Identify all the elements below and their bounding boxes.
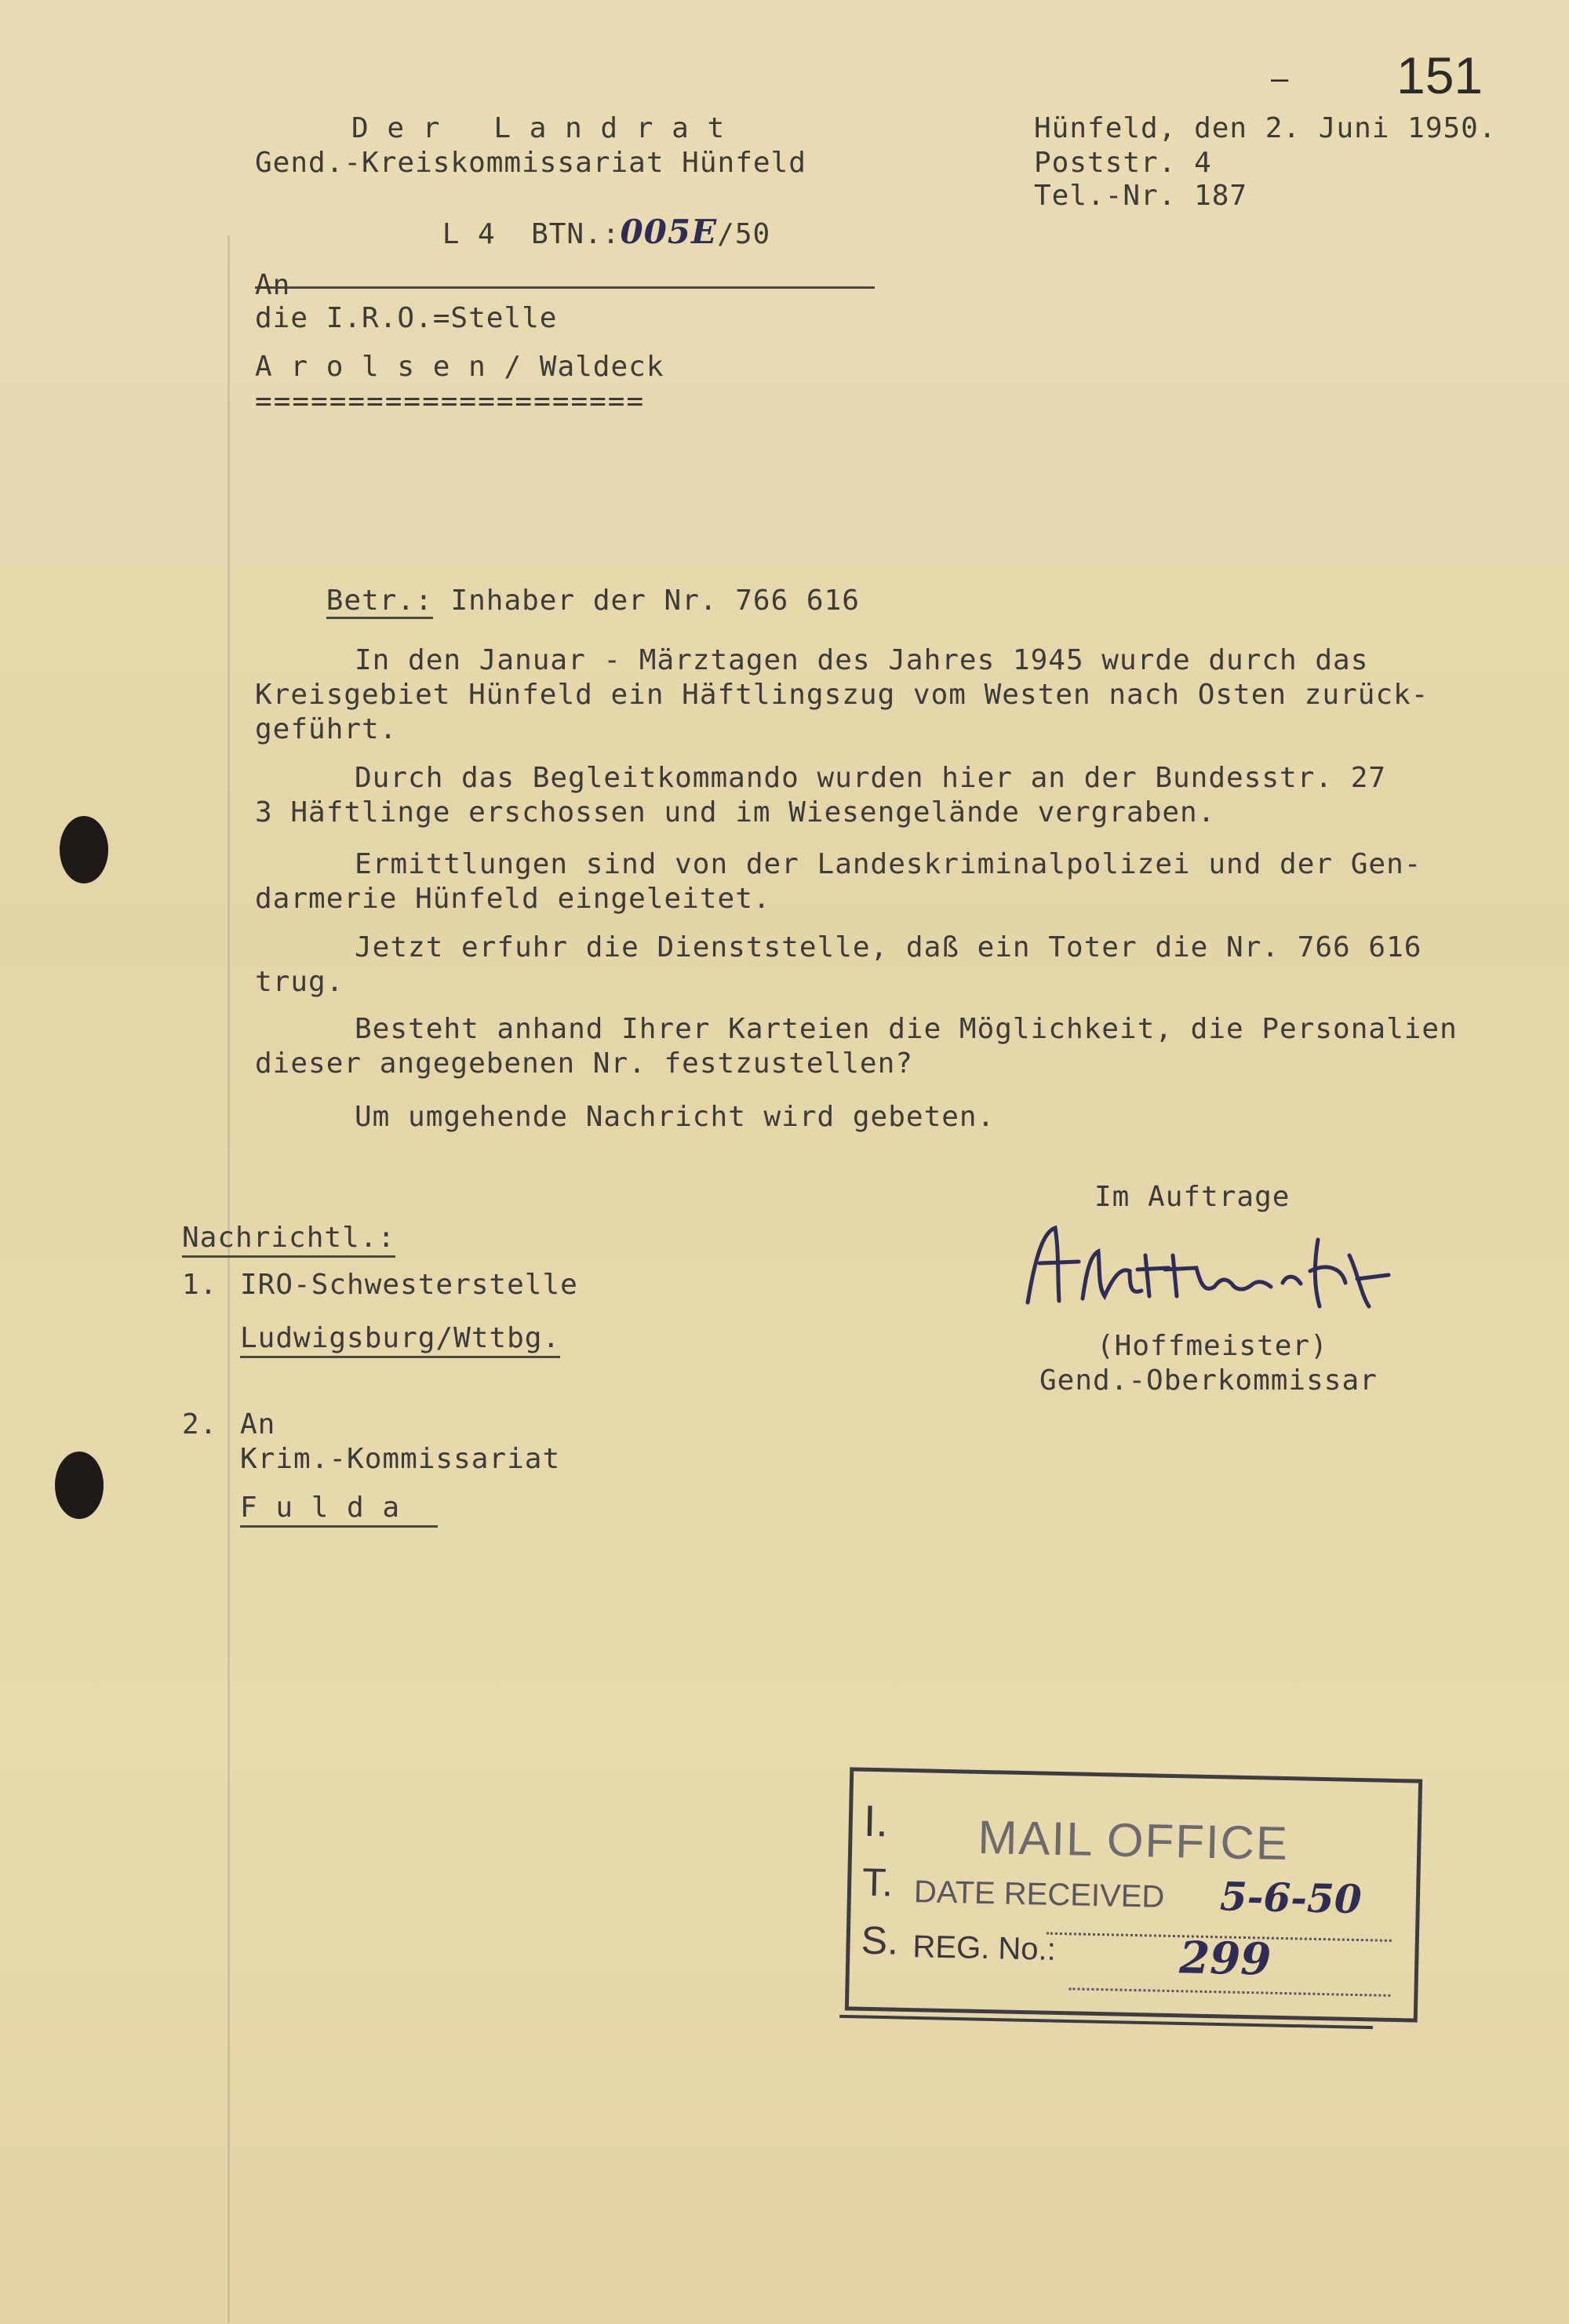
stamp-letter-i: I. (863, 1795, 889, 1846)
sender-title: D e r L a n d r a t (351, 112, 726, 144)
signatory-title: Gend.-Oberkommissar (1039, 1364, 1378, 1397)
page-number: 151 (1396, 46, 1483, 104)
reference-handwritten-number: 005E (620, 213, 718, 251)
punch-hole-top (60, 816, 108, 883)
paragraph-3-line-2: darmerie Hünfeld eingeleitet. (255, 883, 771, 915)
recipient-city: A r o l s e n / Waldeck (255, 351, 664, 383)
recipient-an: An (255, 269, 291, 301)
stamp-title: MAIL OFFICE (977, 1810, 1290, 1870)
margin-fold-line (228, 235, 230, 2322)
subject-text: Inhaber der Nr. 766 616 (450, 585, 860, 617)
stamp-date-label: DATE RECEIVED (913, 1874, 1165, 1914)
stamp-reg-label: REG. No.: (912, 1929, 1057, 1967)
copy-2-recipient: Krim.-Kommissariat (240, 1443, 561, 1475)
copy-1-recipient: IRO-Schwesterstelle (240, 1269, 578, 1301)
paragraph-1-line-1: In den Januar - Märztagen des Jahres 1945 wurde durch das (355, 644, 1369, 676)
signatory-name: (Hoffmeister) (1097, 1330, 1328, 1362)
reference-prefix: L 4 BTN.: (442, 218, 621, 250)
place-date: Hünfeld, den 2. Juni 1950. (1034, 112, 1497, 144)
paragraph-1-line-3: geführt. (255, 713, 398, 745)
recipient-double-rule: ===================== (255, 385, 646, 417)
stamp-letter-t: T. (861, 1860, 894, 1905)
stamp-letter-s: S. (861, 1918, 899, 1963)
paragraph-5-line-2: dieser angegebenen Nr. festzustellen? (255, 1047, 913, 1080)
copy-2-an: An (240, 1408, 276, 1441)
sender-reference (255, 180, 875, 289)
paragraph-4-line-2: trug. (255, 966, 344, 998)
stamp-reg-value: 299 (1178, 1932, 1272, 1986)
punch-hole-bottom (55, 1452, 104, 1519)
telephone-number: Tel.-Nr. 187 (1034, 180, 1248, 212)
paragraph-3-line-1: Ermittlungen sind von der Landeskriminalpolizei und der Gen- (355, 848, 1422, 880)
copy-1-number: 1. (182, 1269, 218, 1301)
subject-line (255, 549, 860, 653)
paragraph-6-line-1: Um umgehende Nachricht wird gebeten. (355, 1101, 996, 1133)
subject-label: Betr.: (326, 585, 433, 619)
street-address: Poststr. 4 (1034, 147, 1212, 179)
copy-2-number: 2. (182, 1408, 218, 1441)
handwritten-signature (1012, 1208, 1404, 1326)
paragraph-2-line-2: 3 Häftlinge erschossen und im Wiesengelände vergraben. (255, 796, 1216, 829)
recipient-name: die I.R.O.=Stelle (255, 302, 558, 334)
im-auftrage: Im Auftrage (1094, 1181, 1291, 1213)
copy-1-city: Ludwigsburg/Wttbg. (240, 1321, 560, 1358)
reference-suffix: /50 (717, 218, 771, 250)
copies-label: Nachrichtl.: (182, 1221, 395, 1258)
page-number-mark: – (1271, 61, 1289, 96)
paragraph-4-line-1: Jetzt erfuhr die Dienststelle, daß ein Toter die Nr. 766 616 (355, 931, 1422, 963)
stamp-reg-line (1068, 1987, 1390, 1997)
sender-office: Gend.-Kreiskommissariat Hünfeld (255, 147, 806, 179)
paragraph-1-line-2: Kreisgebiet Hünfeld ein Häftlingszug vom Westen nach Osten zurück- (255, 679, 1429, 711)
stamp-date-value: 5-6-50 (1219, 1873, 1363, 1923)
copy-2-city: F u l d a (240, 1491, 438, 1528)
paragraph-5-line-1: Besteht anhand Ihrer Karteien die Möglichkeit, die Personalien (355, 1013, 1458, 1045)
paragraph-2-line-1: Durch das Begleitkommando wurden hier an der Bundesstr. 27 (355, 762, 1387, 794)
mail-office-stamp (845, 1767, 1422, 2022)
